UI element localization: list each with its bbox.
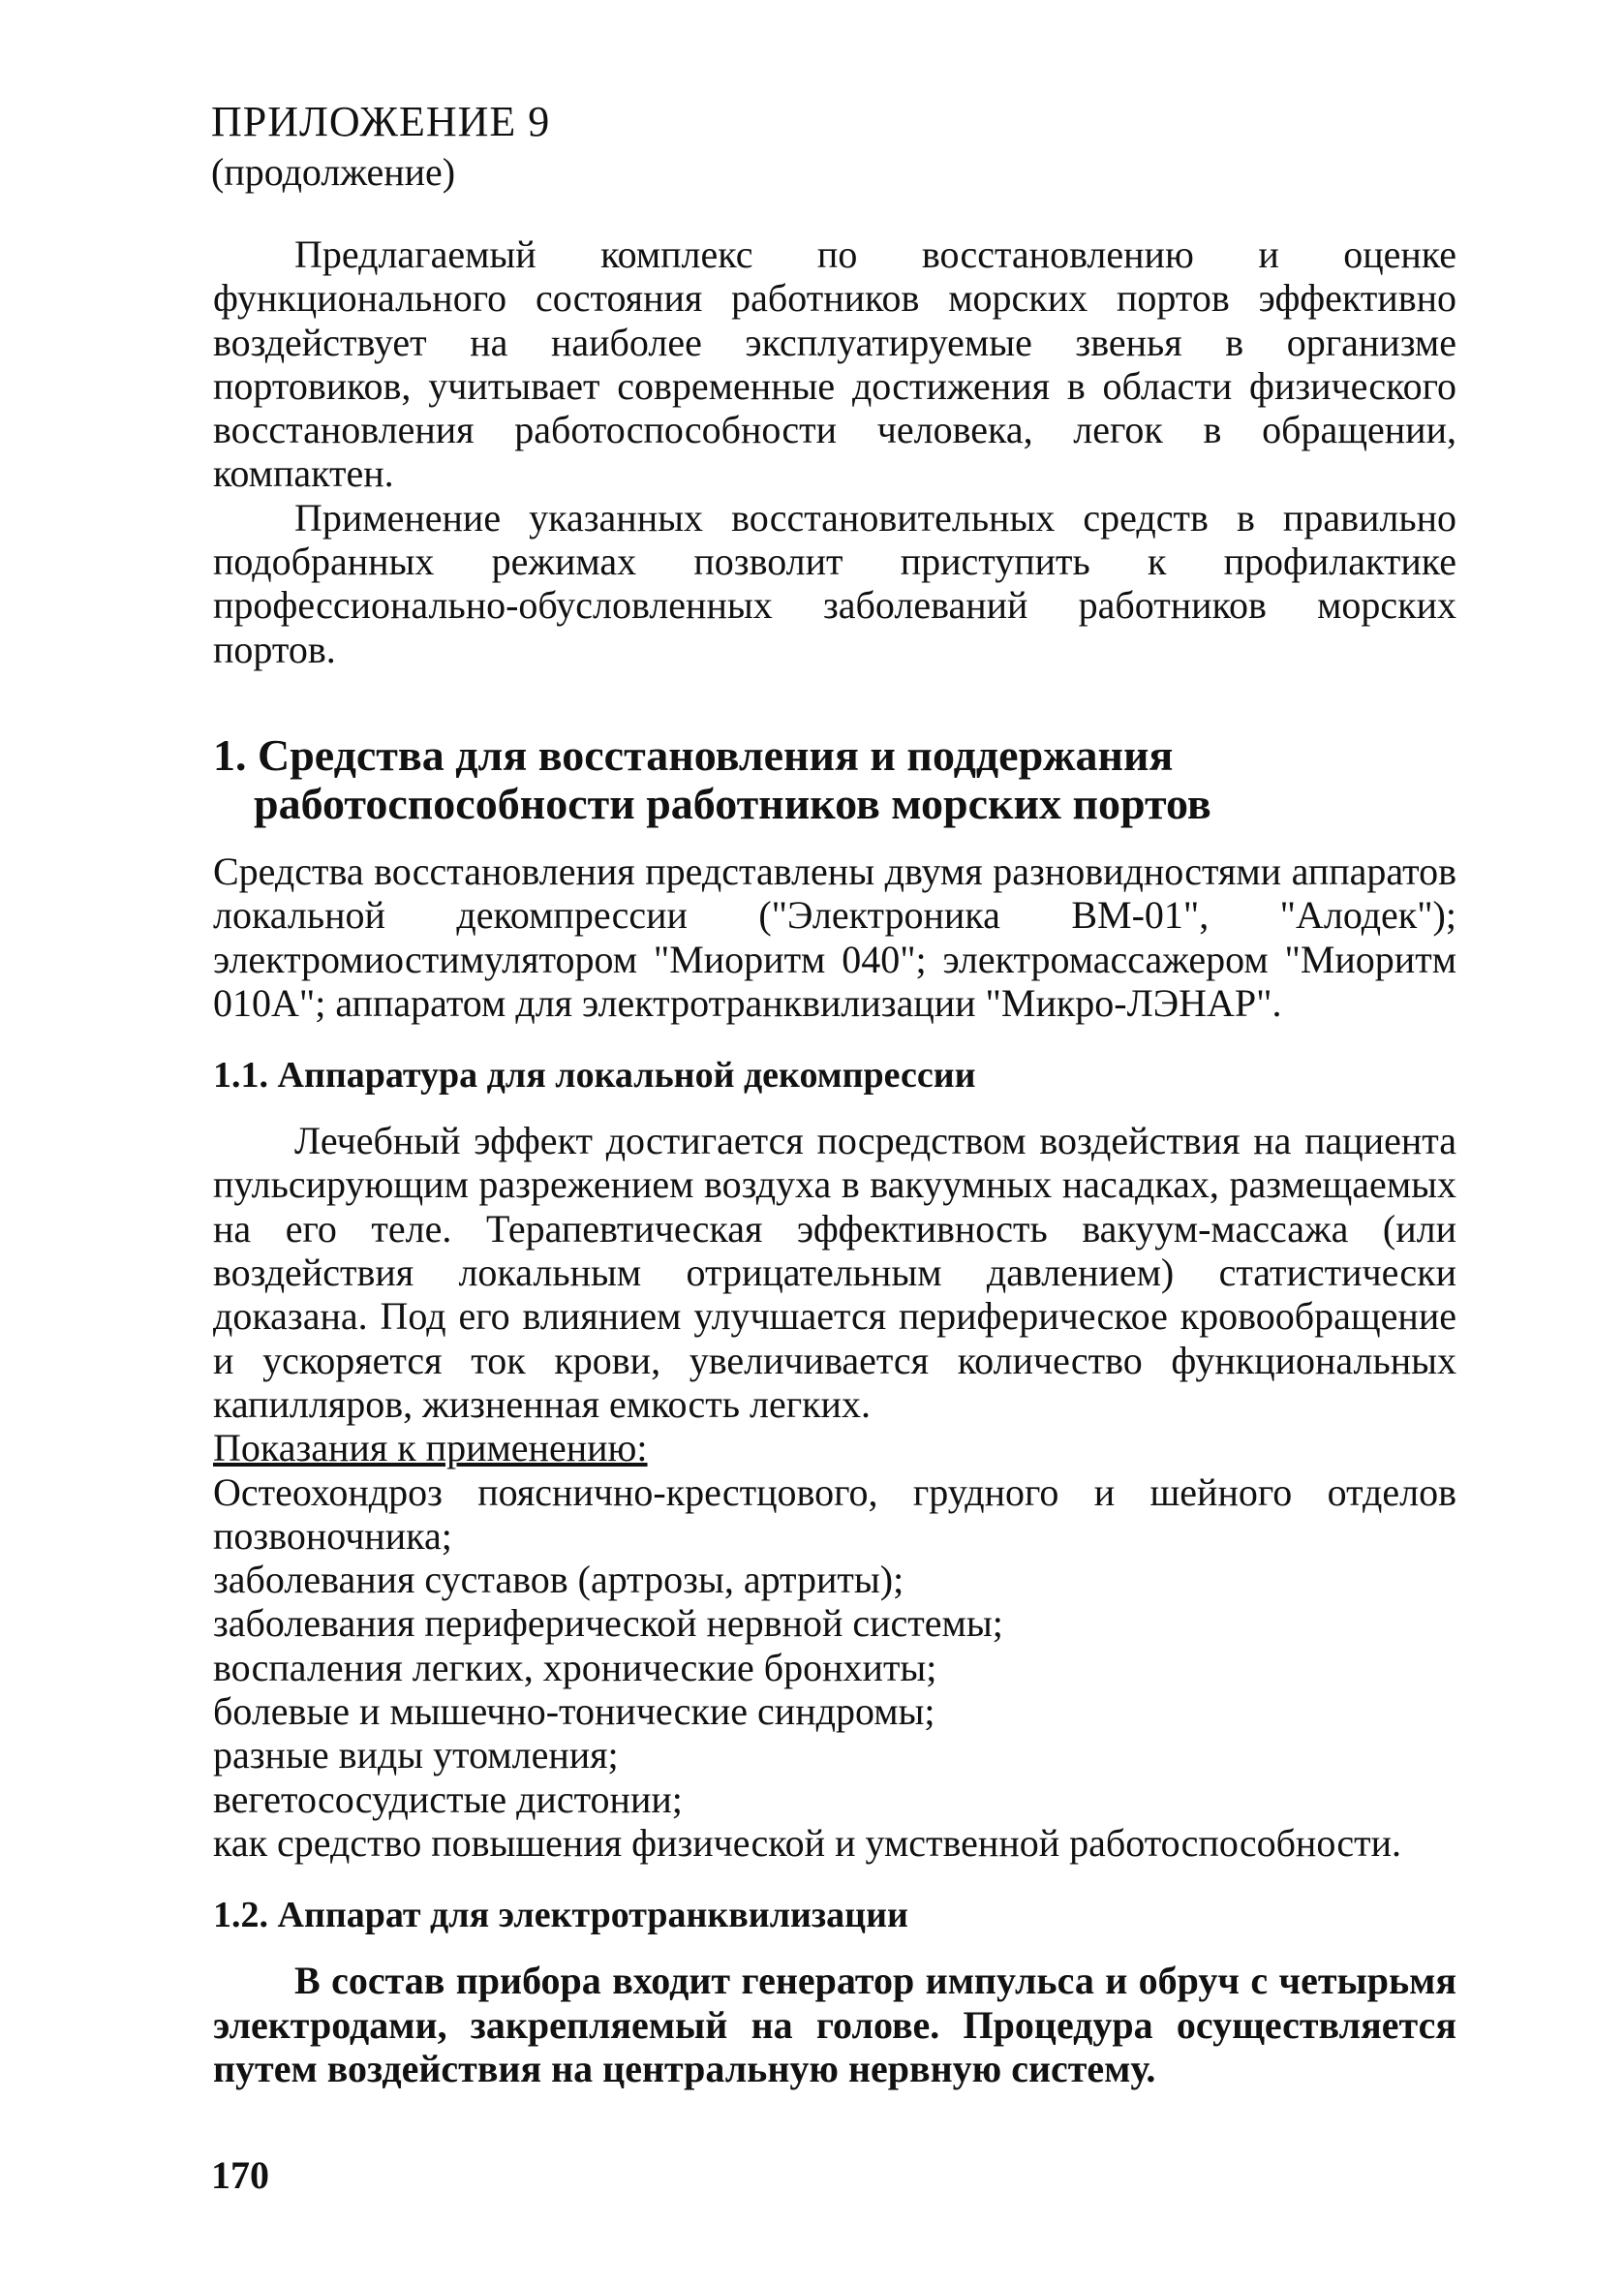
- indication-item: воспаления легких, хронические бронхиты;: [213, 1645, 937, 1689]
- page-content: [213, 232, 1456, 2090]
- section-1-paragraph: Средства восстановления представлены двумя разновидностями аппаратов локальной декомпрессии ("Электроника ВМ-01", "Алодек"); электромиостимулятором "Миоритм 040"; электромассажером "Миоритм 010А"; аппаратом для электротранквилизации "Микро-ЛЭНАР".: [213, 849, 1456, 1025]
- section-1-2-heading: 1.2. Аппарат для электротранквилизации: [213, 1895, 908, 1936]
- indication-item: заболевания суставов (артрозы, артриты);: [213, 1558, 904, 1602]
- indication-item: вегетососудистые дистонии;: [213, 1777, 683, 1821]
- intro-paragraph-1: Предлагаемый комплекс по восстановлению и оценке функционального состояния работников морских портов эффективно воздействует на наиболее эксплуатируемые звенья в организме портовиков, учитывает современные достижения в области физического восстановления работоспособности человека, легок в обращении, компактен.: [213, 232, 1456, 496]
- indication-item: разные виды утомления;: [213, 1733, 619, 1777]
- page-number: 170: [211, 2153, 269, 2197]
- indication-item: Остеохондроз пояснично-крестцового, грудного и шейного отделов позвоночника;: [213, 1469, 1456, 1558]
- indications-label-line: [213, 1426, 1456, 1469]
- section-1-1-paragraph: Лечебный эффект достигается посредством воздействия на пациента пульсирующим разрежением воздуха в вакуумных насадках, размещаемых на его теле. Терапевтическая эффективность вакуум-массажа (или воздействия локальным отрицательным давлением) статистически доказана. Под его влиянием улучшается периферическое кровообращение и ускоряется ток крови, увеличивается количество функциональных капилляров, жизненная емкость легких.: [213, 1119, 1456, 1426]
- appendix-subtitle: (продолжение): [211, 150, 456, 194]
- appendix-header: [211, 97, 550, 198]
- intro-paragraph-2: Применение указанных восстановительных средств в правильно подобранных режимах позволит приступить к профилактике профессионально-обусловленных заболеваний работников морских портов.: [213, 495, 1456, 671]
- appendix-title: ПРИЛОЖЕНИЕ 9: [211, 98, 551, 145]
- section-1-2-paragraph: В состав прибора входит генератор импульса и обруч с четырьмя электродами, закрепляемый на голове. Процедура осуществляется путем воздействия на центральную нервную систему.: [213, 1959, 1456, 2090]
- indication-item: заболевания периферической нервной системы;: [213, 1601, 1003, 1646]
- section-1-heading-line2: работоспособности работников морских портов: [254, 778, 1211, 828]
- section-1-1-heading: 1.1. Аппаратура для локальной декомпрессии: [213, 1055, 976, 1097]
- section-1-heading: [213, 731, 1456, 828]
- section-1-heading-line1: 1. Средства для восстановления и поддержания: [213, 729, 1174, 780]
- indications-label: Показания к применению:: [213, 1426, 648, 1470]
- indication-item: болевые и мышечно-тонические синдромы;: [213, 1689, 935, 1734]
- indication-item: как средство повышения физической и умственной работоспособности.: [213, 1820, 1401, 1865]
